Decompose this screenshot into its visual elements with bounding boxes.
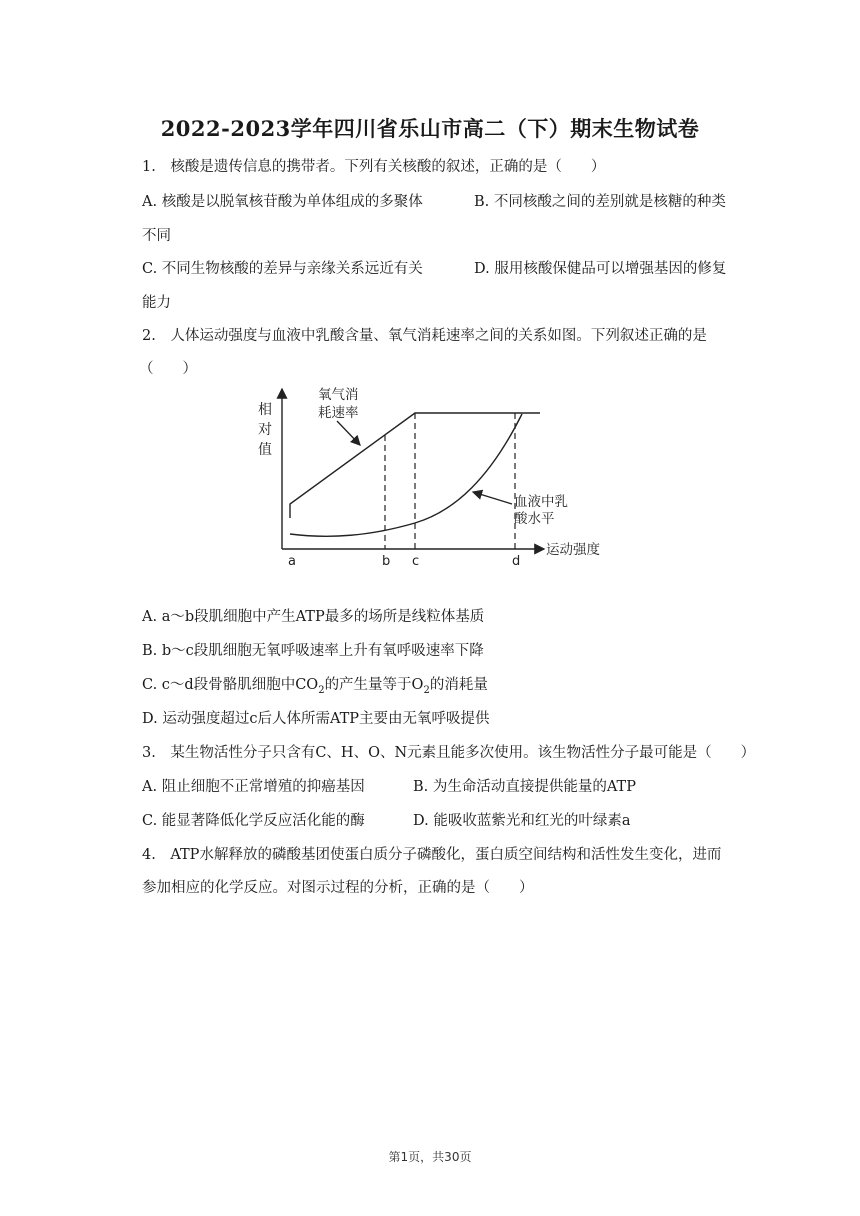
q1-option-d: D. 服用核酸保健品可以增强基因的修复 [474, 261, 727, 277]
y-axis-label-1: 相 [258, 402, 272, 418]
page-title: 2022-2023学年四川省乐山市高二（下）期末生物试卷 [160, 116, 700, 141]
oxygen-label-line1: 氧气消 [318, 387, 359, 403]
lactate-label-line1: 血液中乳 [514, 494, 568, 510]
q4-stem-continued: 参加相应的化学反应。对图示过程的分析，正确的是（ ） [142, 880, 534, 896]
q2-option-c-part1: C. c～d段骨骼肌细胞中CO [142, 677, 319, 693]
q3-stem: 3. 某生物活性分子只含有C、H、O、N元素且能多次使用。该生物活性分子最可能是（ ） [142, 745, 756, 761]
q1-option-c: C. 不同生物核酸的差异与亲缘关系远近有关 [142, 261, 423, 277]
q3-option-d: D. 能吸收蓝紫光和红光的叶绿素a [413, 813, 631, 829]
q2-figure [250, 383, 610, 573]
q1-option-b: B. 不同核酸之间的差别就是核糖的种类 [474, 194, 726, 210]
oxygen-label-line2: 耗速率 [318, 405, 359, 421]
oxygen-label-pointer [337, 421, 360, 445]
q2-figure-svg [250, 383, 610, 573]
q1-option-b-continued: 不同 [142, 228, 171, 244]
q2-option-d: D. 运动强度超过c后人体所需ATP主要由无氧呼吸提供 [142, 711, 490, 727]
lactate-label-pointer [473, 492, 512, 504]
q2-option-c-part3: 的消耗量 [429, 677, 488, 693]
q1-option-a: A. 核酸是以脱氧核苷酸为单体组成的多聚体 [142, 194, 423, 210]
q3-option-a: A. 阻止细胞不正常增殖的抑癌基因 [142, 779, 365, 795]
co2-subscript: 2 [318, 684, 325, 696]
q1-option-d-continued: 能力 [142, 295, 171, 311]
q2-stem: 2. 人体运动强度与血液中乳酸含量、氧气消耗速率之间的关系如图。下列叙述正确的是 [142, 328, 707, 344]
blood-lactate-curve [290, 414, 522, 536]
x-axis-label: 运动强度 [546, 542, 600, 558]
y-axis-label-3: 值 [258, 442, 272, 458]
tick-d: d [512, 554, 521, 569]
y-axis-label-2: 对 [258, 422, 272, 438]
q2-option-b: B. b～c段肌细胞无氧呼吸速率上升有氧呼吸速率下降 [142, 643, 484, 659]
tick-a: a [288, 554, 296, 569]
lactate-label-line2: 酸水平 [514, 511, 555, 527]
q2-option-c-part2: 的产生量等于O [324, 677, 424, 693]
q2-option-a: A. a～b段肌细胞中产生ATP最多的场所是线粒体基质 [142, 609, 485, 625]
q2-answer-paren: （ ） [139, 361, 197, 377]
tick-c: c [412, 554, 420, 569]
q3-option-c: C. 能显著降低化学反应活化能的酶 [142, 813, 365, 829]
q4-stem: 4. ATP水解释放的磷酸基团使蛋白质分子磷酸化，蛋白质空间结构和活性发生变化，进而 [142, 847, 722, 863]
q3-option-b: B. 为生命活动直接提供能量的ATP [413, 779, 636, 795]
q1-stem: 1. 核酸是遗传信息的携带者。下列有关核酸的叙述，正确的是（ ） [142, 159, 606, 175]
q2-option-c [142, 675, 752, 701]
o2-subscript: 2 [423, 684, 430, 696]
page-footer: 第1页，共30页 [388, 1150, 472, 1164]
tick-b: b [382, 554, 391, 569]
